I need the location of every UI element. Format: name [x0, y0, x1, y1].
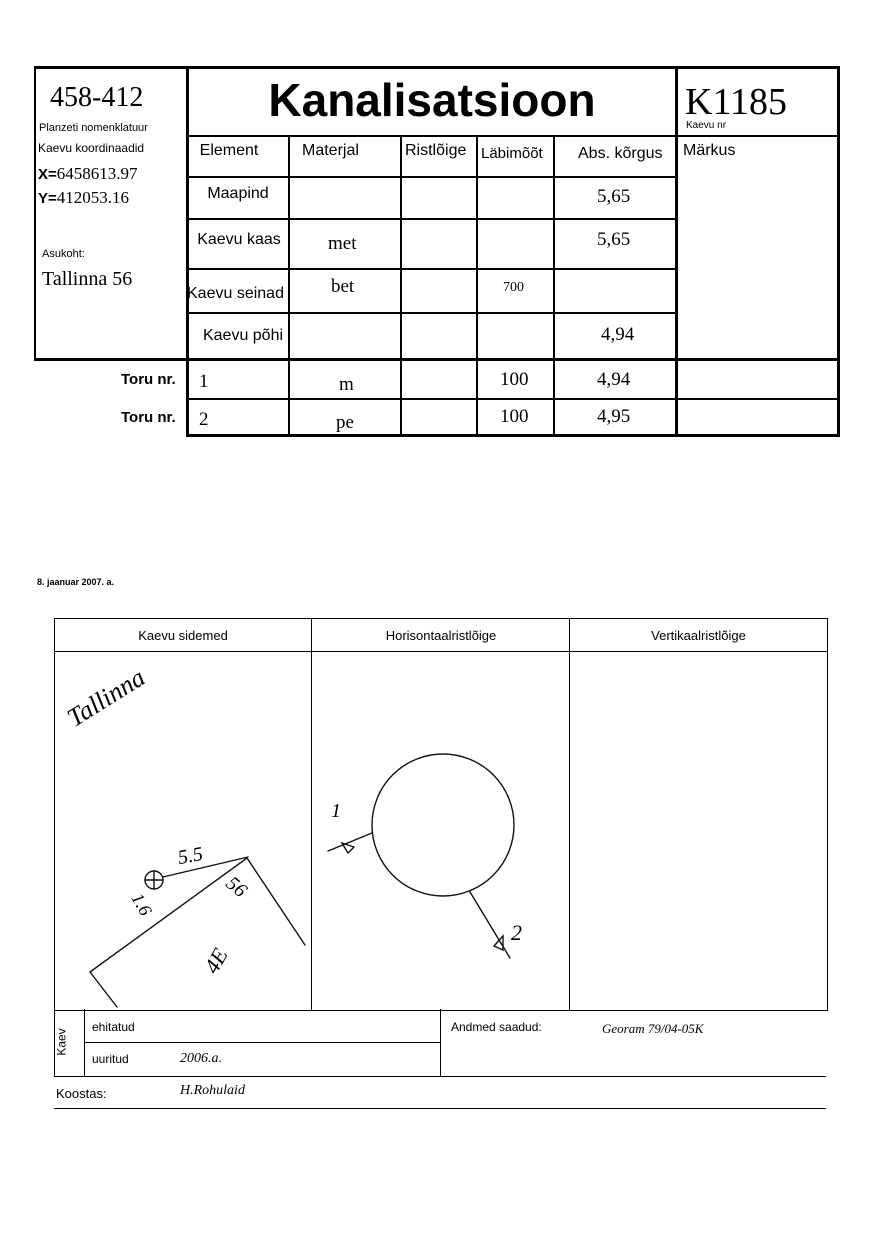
row-element-kaevu-seinad: Kaevu seinad	[187, 285, 284, 302]
column-header-korgus: Abs. kõrgus	[578, 145, 663, 162]
document-date: 8. jaanuar 2007. a.	[37, 577, 115, 587]
house-outline	[90, 858, 305, 972]
kaev-label: Kaev	[54, 1028, 69, 1056]
sketch-distance-note-2: 1.6	[127, 889, 156, 919]
coordinate-y-label: Y=	[38, 190, 57, 207]
nomenclature-label: Planzeti nomenklatuur	[39, 122, 148, 134]
row-element-maapind: Maapind	[207, 185, 269, 202]
column-header-materjal: Materjal	[302, 142, 359, 159]
pipe-1-line	[328, 833, 372, 851]
pipe-labimoot-1: 100	[500, 369, 529, 390]
row-korgus-kaevu-kaas: 5,65	[597, 229, 631, 250]
coordinate-x-value: 6458613.97	[56, 164, 138, 183]
sketch-pipe-2-label: 2	[511, 920, 522, 945]
property-line	[90, 972, 117, 1007]
pipe-nr-1: 1	[199, 371, 209, 392]
row-element-kaevu-pohi: Kaevu põhi	[202, 327, 284, 344]
source-label: Andmed saadud:	[451, 1020, 542, 1034]
pipe-korgus-2: 4,95	[597, 406, 631, 427]
column-header-ristloige: Ristlõige	[405, 142, 467, 159]
sketch-pipe-1-label: 1	[331, 800, 341, 822]
source-value: Georam 79/04-05K	[602, 1021, 704, 1036]
pipe-2-line	[470, 892, 510, 958]
sketch-house-mark: 4E	[198, 943, 233, 978]
well-number-label: Kaevu nr	[686, 120, 727, 131]
row-labimoot-kaevu-seinad: 700	[503, 280, 524, 295]
pipe-label-1: Toru nr.	[121, 371, 176, 388]
column-header-element: Element	[199, 142, 259, 159]
row-korgus-maapind: 5,65	[597, 186, 631, 207]
nomenclature-value: 458-412	[50, 82, 144, 113]
sketch-distance-note-1: 5.5	[176, 843, 205, 870]
location-label: Asukoht:	[42, 248, 85, 260]
column-header-labimoot: Läbimõõt	[481, 145, 543, 162]
row-materjal-kaevu-kaas: met	[328, 233, 357, 254]
author-value: H.Rohulaid	[180, 1083, 245, 1098]
coordinate-x-label: X=	[38, 166, 57, 183]
ehitatud-label: ehitatud	[92, 1020, 135, 1034]
sketch-header-vertikaal: Vertikaalristlõige	[651, 628, 746, 643]
row-element-kaevu-kaas: Kaevu kaas	[197, 231, 281, 248]
footer-line	[54, 1108, 826, 1109]
row-korgus-kaevu-pohi: 4,94	[601, 324, 635, 345]
well-number-value: K1185	[685, 81, 788, 123]
pipe-korgus-1: 4,94	[597, 369, 631, 390]
author-label: Koostas:	[56, 1086, 107, 1101]
pipe-materjal-2: pe	[336, 412, 354, 433]
footer-line	[84, 1042, 441, 1043]
column-header-markus: Märkus	[683, 142, 736, 159]
uuritud-value: 2006.a.	[180, 1051, 222, 1066]
footer-line	[440, 1009, 441, 1076]
page-title: Kanalisatsioon	[268, 74, 596, 126]
pipe-nr-2: 2	[199, 409, 209, 430]
coordinates-label: Kaevu koordinaadid	[38, 141, 145, 155]
sketch-street-note: Tallinna	[62, 662, 151, 733]
pipe-materjal-1: m	[339, 374, 354, 395]
sketch-house-number: 56	[221, 872, 252, 902]
sketch-header-horisontaal: Horisontaalristlõige	[385, 628, 497, 643]
location-value: Tallinna 56	[42, 268, 133, 290]
coordinate-y-value: 412053.16	[56, 188, 130, 207]
well-cross-section	[372, 754, 514, 896]
row-materjal-kaevu-seinad: bet	[331, 276, 355, 297]
pipe-label-2: Toru nr.	[121, 409, 176, 426]
pipe-labimoot-2: 100	[500, 406, 529, 427]
uuritud-label: uuritud	[92, 1052, 129, 1066]
sketch-header-sidemed: Kaevu sidemed	[138, 628, 228, 643]
footer-line	[54, 1076, 826, 1077]
